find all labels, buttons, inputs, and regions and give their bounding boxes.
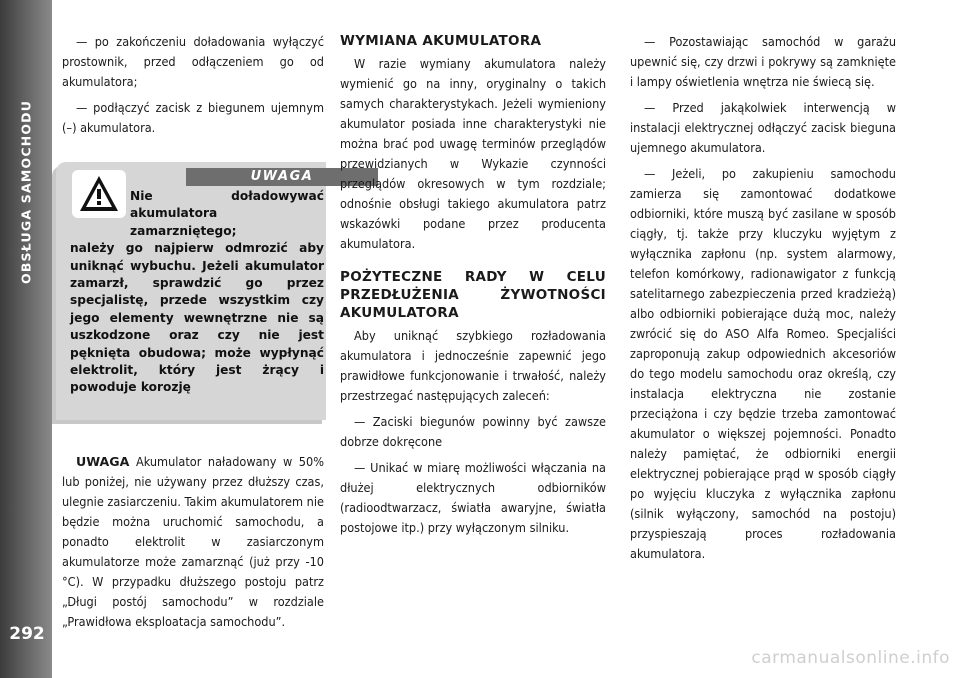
watermark: carmanualsonline.info: [751, 648, 950, 668]
note-paragraph: [62, 452, 324, 632]
note-block: [62, 452, 324, 638]
section-label: OBSŁUGA SAMOCHODU: [18, 99, 34, 284]
note-text: Akumulator naładowany w 50% lub poniżej, nie używany przez dłuższy czas, ulegnie zasiarczeniu. Takim akumulatorem nie będzie można uruchomić samochodu, a ponadto elektrolit w zasiarczonym akumulatorze może zamarznąć (już przy -10 °C). W przypadku dłuższego postoju patrz „Długi postój samochodu” w rozdziale „Prawidłowa eksploatacja samochodu”.: [62, 454, 324, 629]
warning-text: [70, 188, 324, 397]
warning-first-line: Nie doładowywać akumulatora zamarzniętego;: [130, 189, 324, 238]
heading-battery-tips: POŻYTECZNE RADY W CELU PRZEDŁUŻENIA ŻYWOTNOŚCI AKUMULATORA: [340, 269, 606, 321]
paragraph: — Pozostawiając samochód w garażu upewnić się, czy drzwi i pokrywy są zamknięte i lampy oświetlenia wnętrza nie świecą się.: [630, 34, 896, 89]
column-2: [340, 32, 606, 544]
paragraph: — Przed jakąkolwiek interwencją w instalacji elektrycznej odłączyć zacisk bieguna ujemnego akumulatora.: [630, 100, 896, 155]
page-number: 292: [9, 624, 45, 644]
paragraph: — Zaciski biegunów powinny być zawsze dobrze dokręcone: [340, 414, 606, 449]
sidebar: [0, 0, 52, 678]
paragraph: — Unikać w miarę możliwości włączania na dłużej elektrycznych odbiorników (radioodtwarzacz, światła awaryjne, światła postojowe itp.) przy wyłączonym silniku.: [340, 460, 606, 535]
paragraph: W razie wymiany akumulatora należy wymienić go na inny, oryginalny o takich samych charakterystykach. Jeżeli wymieniony akumulator posiada inne charakterystyki nie można brać pod uwagę terminów przeglądów przewidzianych w Wykazie czynności przeglądów okresowych w tym rozdziale; odnośnie obsługi takiego akumulatora patrz wskazówki podane przez producenta akumulatora.: [340, 56, 606, 251]
column-1: [62, 32, 324, 144]
heading-battery-replacement: WYMIANA AKUMULATORA: [340, 33, 542, 49]
warning-body: należy go najpierw odmrozić aby uniknąć wybuchu. Jeżeli akumulator zamarzł, sprawdzić go przez specjalistę, przede wszystkim czy jego elementy wewnętrzne nie są uszkodzone oraz czy nie jest pęknięta obudowa; może wypłynąć elektrolit, który jest żrący i powoduje korozję: [70, 241, 324, 395]
paragraph: — podłączyć zacisk z biegunem ujemnym (–) akumulatora.: [62, 100, 324, 135]
warning-box: [56, 162, 326, 420]
warning-tab: UWAGA: [186, 168, 378, 186]
column-3: [630, 32, 896, 570]
note-label: UWAGA: [76, 454, 130, 469]
paragraph: — Jeżeli, po zakupieniu samochodu zamierza się zamontować dodatkowe odbiorniki, które muszą być zasilane w sposób ciągły, tj. także przy kluczyku wyjętym z wyłącznika zapłonu (np. system alarmowy, telefon komórkowy, radionawigator z funkcją satelitarnego zabezpieczenia przed kradzieżą) albo odbiorniki pobierające dużą moc, należy zwrócić się do ASO Alfa Romeo. Specjaliści zaproponują zakup odpowiednich akcesoriów do tego modelu samochodu oraz określą, czy instalacja elektryczna nie zostanie przeciążona i czy będzie trzeba zamontować akumulator o większej pojemności. Ponadto należy pamiętać, że odbiorniki energii elektrycznej pobierające prąd w sposób ciągły po wyjęciu kluczyka z wyłącznika zapłonu (silnik wyłączony, samochód na postoju) przyspieszają proces rozładowania akumulatora.: [630, 166, 896, 561]
paragraph: Aby uniknąć szybkiego rozładowania akumulatora i jednocześnie zapewnić jego prawidłowe funkcjonowanie i trwałość, należy przestrzegać następujących zaleceń:: [340, 328, 606, 403]
paragraph: — po zakończeniu doładowania wyłączyć prostownik, przed odłączeniem go od akumulatora;: [62, 34, 324, 89]
